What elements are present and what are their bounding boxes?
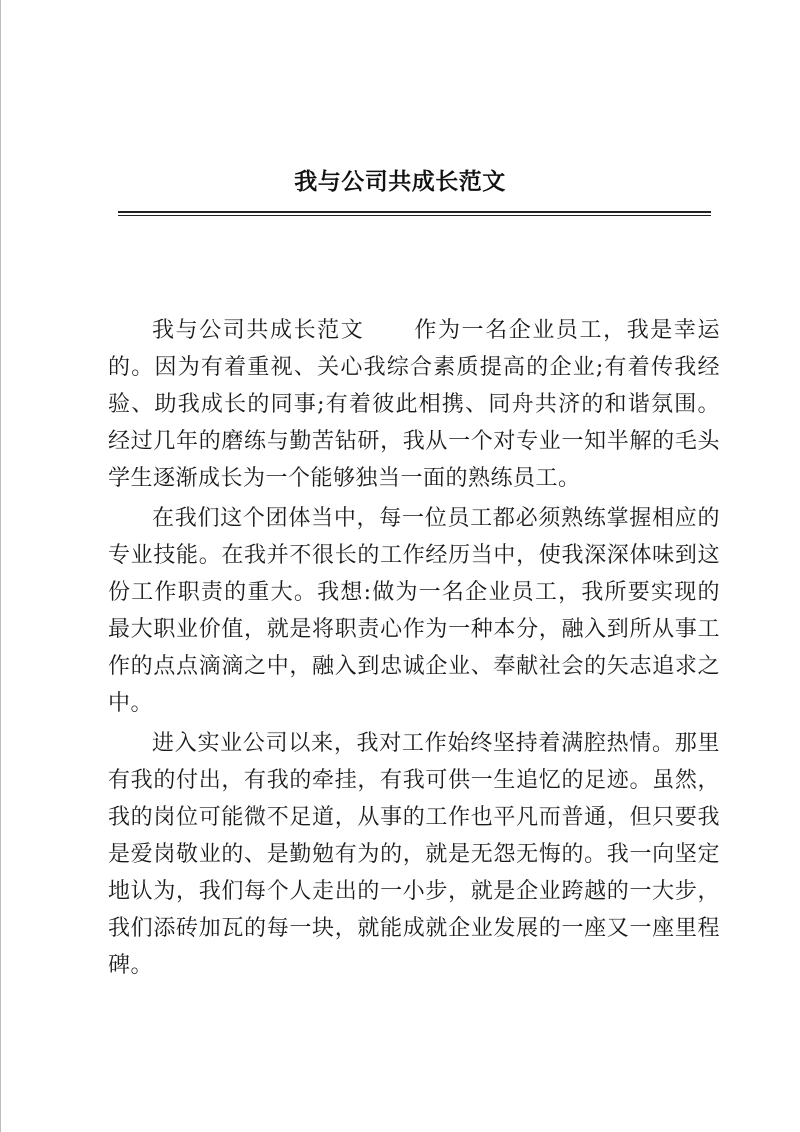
document-body [108,312,720,987]
paragraph-2: 在我们这个团体当中，每一位员工都必须熟练掌握相应的专业技能。在我并不很长的工作经历当中，使我深深体味到这份工作职责的重大。我想:做为一名企业员工，我所要实现的最大职业价值，就是将职责心作为一种本分，融入到所从事工作的点点滴滴之中，融入到忠诚企业、奉献社会的矢志追求之中。 [108,506,720,716]
paragraph-1 [108,312,720,497]
inline-heading: 我与公司共成长范文 [152,318,365,343]
document-title: 我与公司共成长范文 [294,168,506,195]
paragraph-3: 进入实业公司以来，我对工作始终坚持着满腔热情。那里有我的付出，有我的牵挂，有我可供一生追忆的足迹。虽然，我的岗位可能微不足道，从事的工作也平凡而普通，但只要我是爱岗敬业的、是勤勉有为的，就是无怨无悔的。我一向坚定地认为，我们每个人走出的一小步，就是企业跨越的一大步，我们添砖加瓦的每一块，就能成就企业发展的一座又一座里程碑。 [108,731,720,978]
title-double-rule [118,211,711,216]
paragraph-1-text: 作为一名企业员工，我是幸运的。因为有着重视、关心我综合素质提高的企业;有着传我经验、助我成长的同事;有着彼此相携、同舟共济的和谐氛围。经过几年的磨练与勤苦钻研，我从一个对专业一知半解的毛头学生逐渐成长为一个能够独当一面的熟练员工。 [108,318,720,491]
